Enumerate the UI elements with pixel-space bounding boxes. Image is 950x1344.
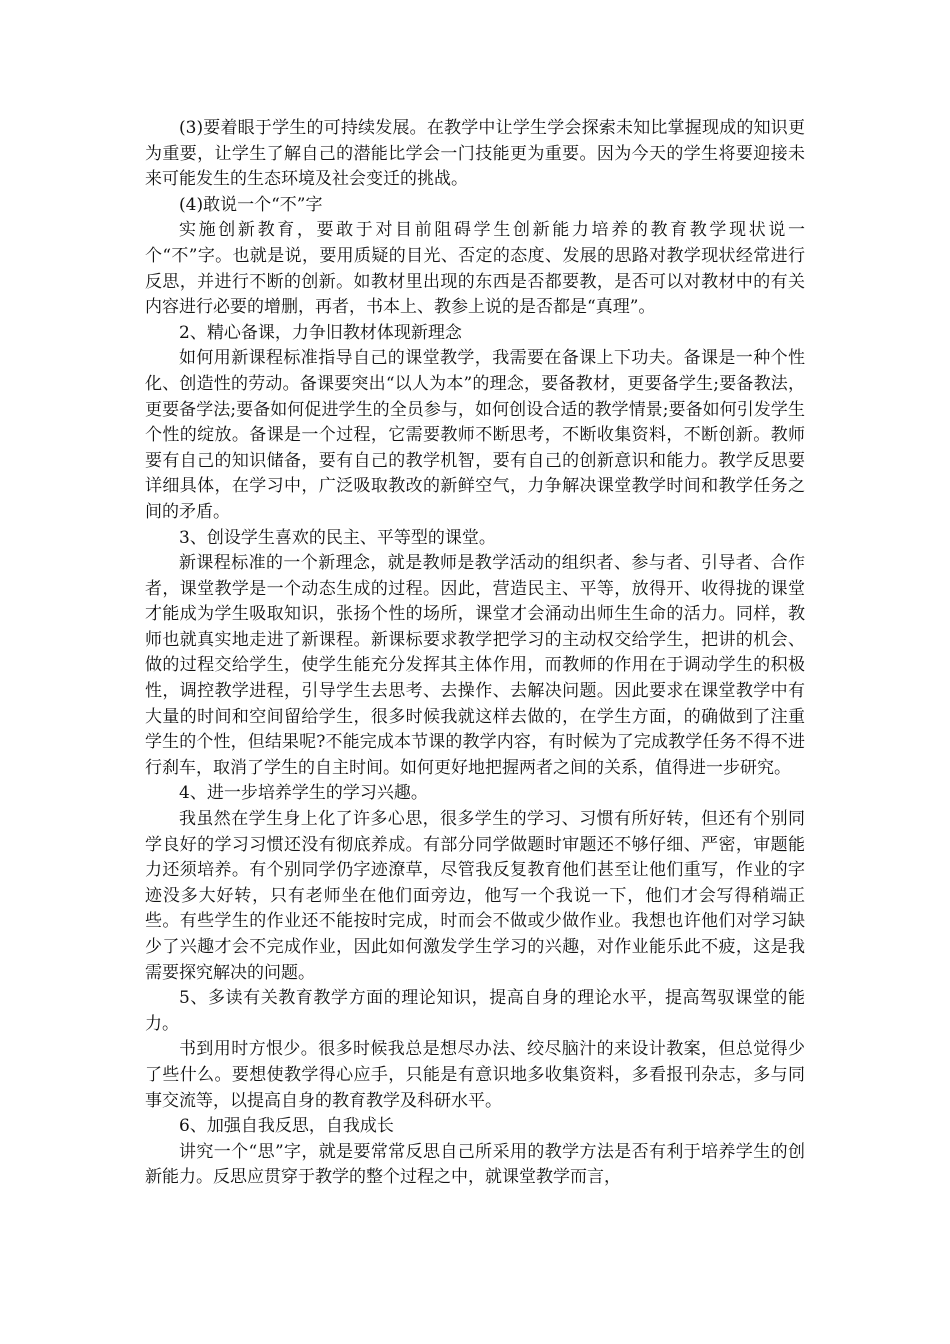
paragraph: 讲究一个“思”字，就是要常常反思自己所采用的教学方法是否有利于培养学生的创新能力。反思应贯穿于教学的整个过程之中，就课堂教学而言，	[145, 1141, 805, 1188]
section-heading: 4、进一步培养学生的学习兴趣。	[179, 783, 428, 804]
paragraph: 书到用时方恨少。很多时候我总是想尽办法、绞尽脑汁的来设计教案，但总觉得少了些什么。要想使教学得心应手，只能是有意识地多收集资料，多看报刊杂志，多与同事交流等，以提高自身的教育教学及科研水平。	[145, 1039, 805, 1111]
paragraph: 实施创新教育，要敢于对目前阻碍学生创新能力培养的教育教学现状说一个“不”字。也就是说，要用质疑的目光、否定的态度、发展的思路对教学现状经常进行反思，并进行不断的创新。如教材里出现的东西是否都要教，是否可以对教材中的有关内容进行必要的增删，再者，书本上、教参上说的是否都是“真理”。	[145, 220, 805, 318]
section-heading: 3、创设学生喜欢的民主、平等型的课堂。	[179, 527, 496, 548]
section-heading: 2、精心备课，力争旧教材体现新理念	[179, 322, 462, 343]
paragraph: 我虽然在学生身上化了许多心思，很多学生的学习、习惯有所好转，但还有个别同学良好的学习习惯还没有彻底养成。有部分同学做题时审题还不够仔细、严密，审题能力还须培养。有个别同学仍字迹潦草，尽管我反复教育他们甚至让他们重写，作业的字迹没多大好转，只有老师坐在他们面旁边，他写一个我说一下，他们才会写得稍端正些。有些学生的作业还不能按时完成，时而会不做或少做作业。我想也许他们对学习缺少了兴趣才会不完成作业，因此如何激发学生学习的兴趣，对作业能乐此不疲，这是我需要探究解决的问题。	[145, 809, 805, 983]
section-heading: 5、多读有关教育教学方面的理论知识，提高自身的理论水平，提高驾驭课堂的能力。	[145, 988, 805, 1034]
paragraph: (3)要着眼于学生的可持续发展。在教学中让学生学会探索未知比掌握现成的知识更为重要，让学生了解自己的潜能比学会一门技能更为重要。因为今天的学生将要迎接未来可能发生的生态环境及社会变迁的挑战。	[145, 118, 805, 190]
paragraph: 如何用新课程标准指导自己的课堂教学，我需要在备课上下功夫。备课是一种个性化、创造性的劳动。备课要突出“以人为本”的理念，要备教材，更要备学生;要备教法，更要备学法;要备如何促进学生的全员参与，如何创设合适的教学情景;要备如何引发学生个性的绽放。备课是一个过程，它需要教师不断思考，不断收集资料，不断创新。教师要有自己的知识储备，要有自己的教学机智，要有自己的创新意识和能力。教学反思要详细具体，在学习中，广泛吸取教改的新鲜空气，力争解决课堂教学时间和教学任务之间的矛盾。	[145, 348, 805, 522]
paragraph: 新课程标准的一个新理念，就是教师是教学活动的组织者、参与者、引导者、合作者，课堂教学是一个动态生成的过程。因此，营造民主、平等，放得开、收得拢的课堂才能成为学生吸取知识，张扬个性的场所，课堂才会涌动出师生生命的活力。同样，教师也就真实地走进了新课程。新课标要求教学把学习的主动权交给学生，把讲的机会、做的过程交给学生，使学生能充分发挥其主体作用，而教师的作用在于调动学生的积极性，调控教学进程，引导学生去思考、去操作、去解决问题。因此要求在课堂教学中有大量的时间和空间留给学生，很多时候我就这样去做的，在学生方面，的确做到了注重学生的个性，但结果呢?不能完成本节课的教学内容，有时候为了完成教学任务不得不进行刹车，取消了学生的自主时间。如何更好地把握两者之间的关系，值得进一步研究。	[145, 553, 805, 778]
section-heading: (4)敢说一个“不”字	[179, 194, 323, 215]
document-page	[145, 116, 805, 1191]
section-heading: 6、加强自我反思，自我成长	[179, 1116, 394, 1137]
